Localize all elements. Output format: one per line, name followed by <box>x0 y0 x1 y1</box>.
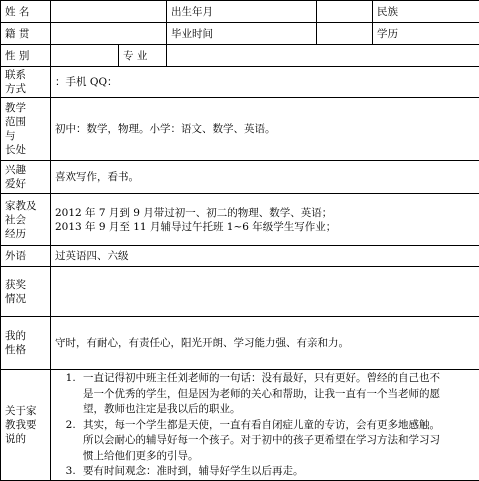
row-experience <box>1 194 479 246</box>
gender-label: 性 别 <box>1 45 51 67</box>
native-label: 籍 贯 <box>1 23 51 45</box>
name-label: 姓 名 <box>1 1 51 23</box>
birth-label: 出生年月 <box>167 1 317 23</box>
contact-label: 联系 方式 <box>1 67 51 98</box>
contact-value: ：手机 QQ： <box>51 67 479 98</box>
list-item: 3. 要有时间观念：准时到，辅导好学生以后再走。 <box>79 464 477 480</box>
birth-value <box>317 1 373 23</box>
language-label: 外语 <box>1 246 51 267</box>
education-label: 学历 <box>377 28 398 40</box>
graduation-value <box>317 23 373 45</box>
tutoring-view-value <box>51 370 479 481</box>
ethnicity-label: 民族 <box>377 6 398 18</box>
graduation-label: 毕业时间 <box>167 23 317 45</box>
row-language <box>1 246 479 267</box>
gender-value <box>51 45 119 67</box>
tutoring-view-list <box>53 371 477 480</box>
experience-line: 2012 年 7 月到 9 月带过初一、初二的物理、数学、英语； <box>55 206 475 220</box>
name-value <box>51 1 167 23</box>
teaching-label: 教学 范围 与 长处 <box>1 98 51 161</box>
hobby-label: 兴趣 爱好 <box>1 161 51 194</box>
ethnicity-cell <box>373 1 479 23</box>
personality-value: 守时，有耐心，有责任心，阳光开朗、学习能力强、有亲和力。 <box>51 317 479 370</box>
education-cell <box>373 23 479 45</box>
awards-value <box>51 267 479 317</box>
list-item: 2. 其实，每一个学生都是天使，一直有看自闭症儿童的专访，会有更多地感触。 所以会耐心的辅导好每一个孩子。对于初中的孩子更希望在学习方法和学习习 惯上给他们更多的引导。 <box>79 418 477 465</box>
row-gender <box>1 45 479 67</box>
tutoring-view-label: 关于家 教我要 说的 <box>1 370 51 481</box>
experience-line: 2013 年 9 月至 11 月辅导过午托班 1~6 年级学生写作业； <box>55 220 475 234</box>
row-personality <box>1 317 479 370</box>
row-name <box>1 1 479 23</box>
major-label: 专 业 <box>119 45 167 67</box>
row-native <box>1 23 479 45</box>
teaching-value: 初中：数学，物理。小学：语文、数学、英语。 <box>51 98 479 161</box>
experience-value <box>51 194 479 246</box>
row-hobby <box>1 161 479 194</box>
hobby-value: 喜欢写作，看书。 <box>51 161 479 194</box>
row-tutoring-view <box>1 370 479 481</box>
personality-label: 我的 性格 <box>1 317 51 370</box>
native-value <box>51 23 167 45</box>
row-awards <box>1 267 479 317</box>
awards-label: 获奖 情况 <box>1 267 51 317</box>
row-contact <box>1 67 479 98</box>
major-value <box>167 45 479 67</box>
experience-label: 家教及 社会 经历 <box>1 194 51 246</box>
list-item: 1. 一直记得初中班主任刘老师的一句话：没有最好，只有更好。曾经的自己也不 是一个优秀的学生，但是因为老师的关心和帮助，让我一直有一个当老师的愿 望，教师也注定是我以后的职业。 <box>79 371 477 418</box>
row-teaching <box>1 98 479 161</box>
language-value: 过英语四、六级 <box>51 246 479 267</box>
